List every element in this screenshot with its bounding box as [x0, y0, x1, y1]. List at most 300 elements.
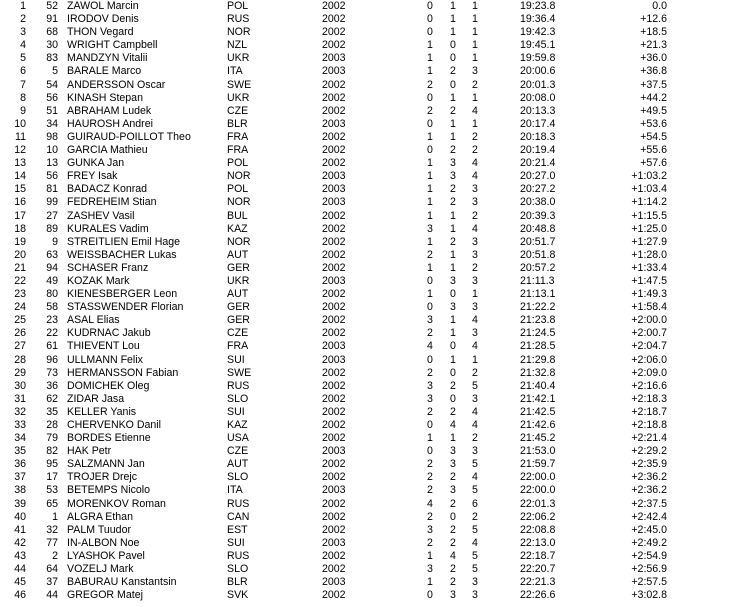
- athlete-name: KINASH Stepan: [67, 91, 143, 104]
- penalties-stage-1: 2: [427, 327, 433, 340]
- penalties-stage-2: 1: [450, 0, 456, 12]
- time-behind: +3:02.8: [631, 589, 667, 602]
- nation: RUS: [227, 379, 250, 392]
- result-row: [0, 589, 756, 602]
- penalties-total: 5: [472, 379, 478, 392]
- rank: 11: [15, 130, 26, 143]
- nation: GER: [227, 301, 250, 314]
- bib-number: 83: [46, 52, 58, 65]
- penalties-total: 5: [472, 458, 478, 471]
- nation: SWE: [227, 366, 252, 379]
- rank: 6: [20, 65, 26, 78]
- bib-number: 22: [46, 327, 58, 340]
- birth-year: 2002: [322, 523, 346, 536]
- nation: NOR: [227, 196, 251, 209]
- nation: POL: [227, 0, 249, 12]
- rank: 17: [14, 209, 26, 222]
- penalties-stage-2: 0: [450, 78, 456, 91]
- finish-time: 21:11.3: [520, 274, 555, 287]
- time-behind: +53.6: [640, 117, 667, 130]
- result-row: [0, 105, 756, 118]
- nation: GER: [227, 314, 250, 327]
- result-row: [0, 92, 756, 105]
- nation: AUT: [227, 248, 249, 261]
- nation: UKR: [227, 91, 250, 104]
- penalties-stage-1: 3: [427, 222, 433, 235]
- penalties-stage-1: 3: [427, 392, 433, 405]
- bib-number: 35: [46, 405, 58, 418]
- time-behind: +2:56.9: [631, 563, 667, 576]
- rank: 22: [14, 274, 26, 287]
- birth-year: 2002: [322, 589, 346, 602]
- rank: 13: [14, 157, 26, 170]
- rank: 29: [14, 366, 26, 379]
- result-row: [0, 183, 756, 196]
- penalties-total: 2: [472, 209, 478, 222]
- result-row: [0, 288, 756, 301]
- birth-year: 2003: [322, 196, 346, 209]
- finish-time: 22:08.8: [520, 523, 556, 536]
- penalties-stage-1: 1: [427, 235, 433, 248]
- birth-year: 2002: [322, 157, 346, 170]
- nation: AUT: [227, 288, 249, 301]
- athlete-name: VOZELJ Mark: [67, 563, 134, 576]
- penalties-total: 3: [472, 301, 478, 314]
- time-behind: +1:27.9: [631, 235, 667, 248]
- birth-year: 2002: [322, 497, 346, 510]
- penalties-total: 1: [472, 353, 478, 366]
- penalties-total: 3: [472, 183, 478, 196]
- result-row: [0, 26, 756, 39]
- penalties-stage-1: 1: [427, 39, 433, 52]
- penalties-stage-2: 0: [450, 340, 456, 353]
- penalties-stage-2: 2: [450, 144, 456, 157]
- time-behind: +2:54.9: [631, 549, 667, 562]
- result-row: [0, 511, 756, 524]
- result-row: [0, 236, 756, 249]
- birth-year: 2003: [322, 536, 346, 549]
- penalties-stage-2: 2: [450, 405, 456, 418]
- athlete-name: ZASHEV Vasil: [67, 209, 135, 222]
- athlete-name: GUIRAUD-POILLOT Theo: [67, 130, 191, 143]
- bib-number: 79: [46, 432, 58, 445]
- penalties-stage-1: 0: [427, 274, 433, 287]
- penalties-stage-2: 1: [450, 91, 456, 104]
- rank: 32: [14, 405, 26, 418]
- finish-time: 21:13.1: [520, 288, 556, 301]
- penalties-total: 5: [472, 523, 478, 536]
- athlete-name: ZAWOL Marcin: [67, 0, 139, 12]
- nation: KAZ: [227, 222, 248, 235]
- result-row: [0, 380, 756, 393]
- penalties-stage-1: 3: [427, 379, 433, 392]
- result-row: [0, 406, 756, 419]
- penalties-stage-1: 0: [427, 13, 433, 26]
- penalties-stage-2: 3: [450, 484, 456, 497]
- bib-number: 89: [46, 222, 58, 235]
- penalties-stage-1: 0: [427, 445, 433, 458]
- result-row: [0, 157, 756, 170]
- time-behind: +1:03.2: [631, 170, 667, 183]
- penalties-total: 1: [472, 39, 478, 52]
- penalties-stage-2: 0: [450, 52, 456, 65]
- finish-time: 19:23.8: [520, 0, 556, 12]
- nation: FRA: [227, 144, 249, 157]
- result-row: [0, 484, 756, 497]
- rank: 28: [14, 353, 26, 366]
- birth-year: 2002: [322, 327, 346, 340]
- time-behind: +55.6: [640, 144, 667, 157]
- rank: 41: [14, 523, 26, 536]
- rank: 39: [14, 497, 26, 510]
- birth-year: 2002: [322, 39, 346, 52]
- penalties-stage-1: 3: [427, 314, 433, 327]
- penalties-stage-2: 1: [450, 26, 456, 39]
- rank: 36: [14, 458, 26, 471]
- penalties-stage-2: 0: [450, 39, 456, 52]
- penalties-stage-2: 2: [450, 563, 456, 576]
- finish-time: 20:19.4: [520, 144, 556, 157]
- birth-year: 2002: [322, 432, 346, 445]
- finish-time: 20:48.8: [520, 222, 556, 235]
- result-row: [0, 458, 756, 471]
- rank: 5: [20, 52, 26, 65]
- result-row: [0, 498, 756, 511]
- finish-time: 22:26.6: [520, 589, 556, 602]
- penalties-stage-1: 0: [427, 144, 433, 157]
- penalties-stage-2: 1: [450, 130, 456, 143]
- rank: 25: [14, 314, 26, 327]
- penalties-stage-1: 1: [427, 65, 433, 78]
- bib-number: 91: [46, 13, 58, 26]
- finish-time: 22:06.2: [520, 510, 556, 523]
- athlete-name: LYASHOK Pavel: [67, 549, 145, 562]
- time-behind: +37.5: [640, 78, 667, 91]
- bib-number: 73: [46, 366, 58, 379]
- time-behind: +44.2: [640, 91, 667, 104]
- nation: BLR: [227, 576, 248, 589]
- result-row: [0, 367, 756, 380]
- penalties-stage-2: 2: [450, 65, 456, 78]
- penalties-total: 3: [472, 392, 478, 405]
- rank: 26: [14, 327, 26, 340]
- bib-number: 56: [46, 91, 58, 104]
- rank: 40: [14, 510, 26, 523]
- penalties-total: 4: [472, 157, 478, 170]
- penalties-stage-2: 0: [450, 392, 456, 405]
- bib-number: 53: [46, 484, 58, 497]
- bib-number: 63: [46, 248, 58, 261]
- nation: SUI: [227, 536, 245, 549]
- finish-time: 21:42.5: [520, 405, 556, 418]
- penalties-stage-1: 2: [427, 248, 433, 261]
- finish-time: 19:36.4: [520, 13, 556, 26]
- bib-number: 99: [46, 196, 58, 209]
- nation: NOR: [227, 235, 251, 248]
- athlete-name: BORDES Etienne: [67, 432, 151, 445]
- rank: 42: [14, 536, 26, 549]
- finish-time: 19:59.8: [520, 52, 556, 65]
- penalties-total: 3: [472, 589, 478, 602]
- penalties-stage-2: 2: [450, 471, 456, 484]
- bib-number: 54: [46, 78, 58, 91]
- bib-number: 64: [46, 563, 58, 576]
- penalties-stage-1: 1: [427, 432, 433, 445]
- athlete-name: SCHASER Franz: [67, 261, 149, 274]
- bib-number: 27: [46, 209, 58, 222]
- athlete-name: HERMANSSON Fabian: [67, 366, 179, 379]
- penalties-stage-1: 1: [427, 576, 433, 589]
- bib-number: 44: [46, 589, 58, 602]
- time-behind: +2:49.2: [631, 536, 667, 549]
- nation: NOR: [227, 26, 251, 39]
- result-row: [0, 314, 756, 327]
- result-row: [0, 144, 756, 157]
- birth-year: 2002: [322, 235, 346, 248]
- bib-number: 94: [46, 261, 58, 274]
- nation: BUL: [227, 209, 248, 222]
- rank: 33: [14, 419, 26, 431]
- birth-year: 2002: [322, 366, 346, 379]
- rank: 20: [14, 248, 26, 261]
- result-row: [0, 13, 756, 26]
- penalties-stage-2: 1: [450, 432, 456, 445]
- birth-year: 2003: [322, 353, 346, 366]
- birth-year: 2002: [322, 248, 346, 261]
- athlete-name: CHERVENKO Danil: [67, 419, 161, 431]
- athlete-name: ZIDAR Jasa: [67, 392, 125, 405]
- penalties-stage-1: 0: [427, 117, 433, 130]
- result-row: [0, 354, 756, 367]
- bib-number: 61: [46, 340, 58, 353]
- penalties-total: 5: [472, 549, 478, 562]
- result-row: [0, 0, 756, 13]
- penalties-total: 4: [472, 170, 478, 183]
- penalties-total: 1: [472, 13, 478, 26]
- birth-year: 2002: [322, 288, 346, 301]
- bib-number: 13: [46, 157, 58, 170]
- nation: ITA: [227, 65, 243, 78]
- athlete-name: STASSWENDER Florian: [67, 301, 184, 314]
- time-behind: +2:18.3: [631, 392, 667, 405]
- birth-year: 2002: [322, 144, 346, 157]
- birth-year: 2003: [322, 274, 346, 287]
- penalties-stage-1: 0: [427, 0, 433, 12]
- penalties-total: 4: [472, 419, 478, 431]
- athlete-name: MANDZYN Vitalii: [67, 52, 148, 65]
- athlete-name: IN-ALBON Noe: [67, 536, 140, 549]
- penalties-stage-2: 1: [450, 222, 456, 235]
- penalties-stage-1: 1: [427, 196, 433, 209]
- result-row: [0, 550, 756, 563]
- nation: ITA: [227, 484, 243, 497]
- nation: KAZ: [227, 419, 248, 431]
- bib-number: 10: [46, 144, 58, 157]
- time-behind: +2:35.9: [631, 458, 667, 471]
- athlete-name: ANDERSSON Oscar: [67, 78, 166, 91]
- bib-number: 77: [46, 536, 58, 549]
- bib-number: 96: [46, 353, 58, 366]
- bib-number: 23: [46, 314, 58, 327]
- time-behind: +2:00.7: [631, 327, 667, 340]
- rank: 38: [14, 484, 26, 497]
- rank: 21: [14, 261, 26, 274]
- penalties-total: 1: [472, 0, 478, 12]
- penalties-stage-2: 3: [450, 170, 456, 183]
- bib-number: 30: [46, 39, 58, 52]
- penalties-stage-2: 3: [450, 301, 456, 314]
- penalties-total: 2: [472, 510, 478, 523]
- birth-year: 2002: [322, 130, 346, 143]
- penalties-stage-1: 1: [427, 549, 433, 562]
- time-behind: +2:36.2: [631, 471, 667, 484]
- penalties-total: 3: [472, 327, 478, 340]
- time-behind: +2:06.0: [631, 353, 667, 366]
- penalties-stage-1: 2: [427, 104, 433, 117]
- time-behind: +49.5: [640, 104, 667, 117]
- penalties-stage-1: 1: [427, 261, 433, 274]
- bib-number: 17: [46, 471, 58, 484]
- birth-year: 2002: [322, 392, 346, 405]
- birth-year: 2002: [322, 78, 346, 91]
- athlete-name: KOZAK Mark: [67, 274, 130, 287]
- rank: 9: [20, 104, 26, 117]
- penalties-total: 2: [472, 130, 478, 143]
- penalties-stage-2: 3: [450, 157, 456, 170]
- penalties-total: 1: [472, 117, 478, 130]
- result-row: [0, 196, 756, 209]
- nation: CAN: [227, 510, 250, 523]
- finish-time: 20:08.0: [520, 91, 556, 104]
- penalties-total: 4: [472, 104, 478, 117]
- bib-number: 82: [46, 445, 58, 458]
- result-row: [0, 170, 756, 183]
- nation: POL: [227, 183, 249, 196]
- time-behind: +2:29.2: [631, 445, 667, 458]
- penalties-stage-2: 2: [450, 235, 456, 248]
- athlete-name: THON Vegard: [67, 26, 134, 39]
- rank: 18: [14, 222, 26, 235]
- penalties-total: 2: [472, 144, 478, 157]
- time-behind: +2:04.7: [631, 340, 667, 353]
- bib-number: 62: [46, 392, 58, 405]
- time-behind: +2:21.4: [631, 432, 667, 445]
- rank: 1: [20, 0, 26, 12]
- penalties-stage-1: 0: [427, 353, 433, 366]
- penalties-stage-1: 1: [427, 183, 433, 196]
- finish-time: 19:42.3: [520, 26, 556, 39]
- penalties-stage-2: 0: [450, 510, 456, 523]
- time-behind: +2:45.0: [631, 523, 667, 536]
- result-row: [0, 471, 756, 484]
- finish-time: 22:00.0: [520, 484, 556, 497]
- penalties-stage-2: 2: [450, 183, 456, 196]
- birth-year: 2002: [322, 419, 346, 431]
- result-row: [0, 131, 756, 144]
- penalties-stage-1: 0: [427, 91, 433, 104]
- finish-time: 22:18.7: [520, 549, 556, 562]
- rank: 43: [14, 549, 26, 562]
- finish-time: 21:22.2: [520, 301, 556, 314]
- birth-year: 2002: [322, 26, 346, 39]
- penalties-total: 6: [472, 497, 478, 510]
- penalties-stage-2: 1: [450, 261, 456, 274]
- rank: 31: [14, 392, 26, 405]
- penalties-stage-2: 3: [450, 458, 456, 471]
- penalties-stage-1: 3: [427, 523, 433, 536]
- athlete-name: PALM Tuudor: [67, 523, 131, 536]
- penalties-total: 3: [472, 196, 478, 209]
- athlete-name: THIEVENT Lou: [67, 340, 140, 353]
- rank: 37: [14, 471, 26, 484]
- athlete-name: BARALE Marco: [67, 65, 142, 78]
- nation: SUI: [227, 405, 245, 418]
- penalties-stage-1: 2: [427, 366, 433, 379]
- time-behind: +57.6: [640, 157, 667, 170]
- result-row: [0, 79, 756, 92]
- penalties-stage-2: 0: [450, 288, 456, 301]
- rank: 8: [20, 91, 26, 104]
- nation: RUS: [227, 497, 250, 510]
- nation: UKR: [227, 274, 250, 287]
- time-behind: +12.6: [640, 13, 667, 26]
- time-behind: +1:58.4: [631, 301, 667, 314]
- nation: SUI: [227, 353, 245, 366]
- result-row: [0, 275, 756, 288]
- penalties-stage-1: 1: [427, 209, 433, 222]
- result-row: [0, 419, 756, 432]
- finish-time: 21:23.8: [520, 314, 556, 327]
- athlete-name: KELLER Yanis: [67, 405, 137, 418]
- bib-number: 36: [46, 379, 58, 392]
- nation: SLO: [227, 471, 249, 484]
- bib-number: 2: [52, 549, 58, 562]
- penalties-total: 5: [472, 563, 478, 576]
- nation: RUS: [227, 549, 250, 562]
- nation: SVK: [227, 589, 249, 602]
- athlete-name: WEISSBACHER Lukas: [67, 248, 177, 261]
- penalties-stage-2: 1: [450, 117, 456, 130]
- birth-year: 2002: [322, 261, 346, 274]
- time-behind: +21.3: [640, 39, 667, 52]
- birth-year: 2002: [322, 209, 346, 222]
- result-row: [0, 39, 756, 52]
- bib-number: 68: [46, 26, 58, 39]
- penalties-stage-2: 4: [450, 549, 456, 562]
- finish-time: 19:45.1: [520, 39, 556, 52]
- finish-time: 21:53.0: [520, 445, 556, 458]
- athlete-name: KIENESBERGER Leon: [67, 288, 178, 301]
- bib-number: 37: [46, 576, 58, 589]
- result-row: [0, 393, 756, 406]
- nation: SLO: [227, 392, 249, 405]
- athlete-name: BABURAU Kanstantsin: [67, 576, 177, 589]
- finish-time: 20:51.7: [520, 235, 556, 248]
- rank: 46: [14, 589, 26, 602]
- time-behind: +2:00.0: [631, 314, 667, 327]
- birth-year: 2002: [322, 405, 346, 418]
- birth-year: 2003: [322, 445, 346, 458]
- birth-year: 2002: [322, 314, 346, 327]
- bib-number: 58: [46, 301, 58, 314]
- penalties-stage-1: 4: [427, 340, 433, 353]
- result-row: [0, 65, 756, 78]
- nation: GER: [227, 261, 250, 274]
- rank: 10: [14, 117, 26, 130]
- penalties-stage-1: 4: [427, 497, 433, 510]
- athlete-name: BETEMPS Nicolo: [67, 484, 151, 497]
- rank: 34: [14, 432, 26, 445]
